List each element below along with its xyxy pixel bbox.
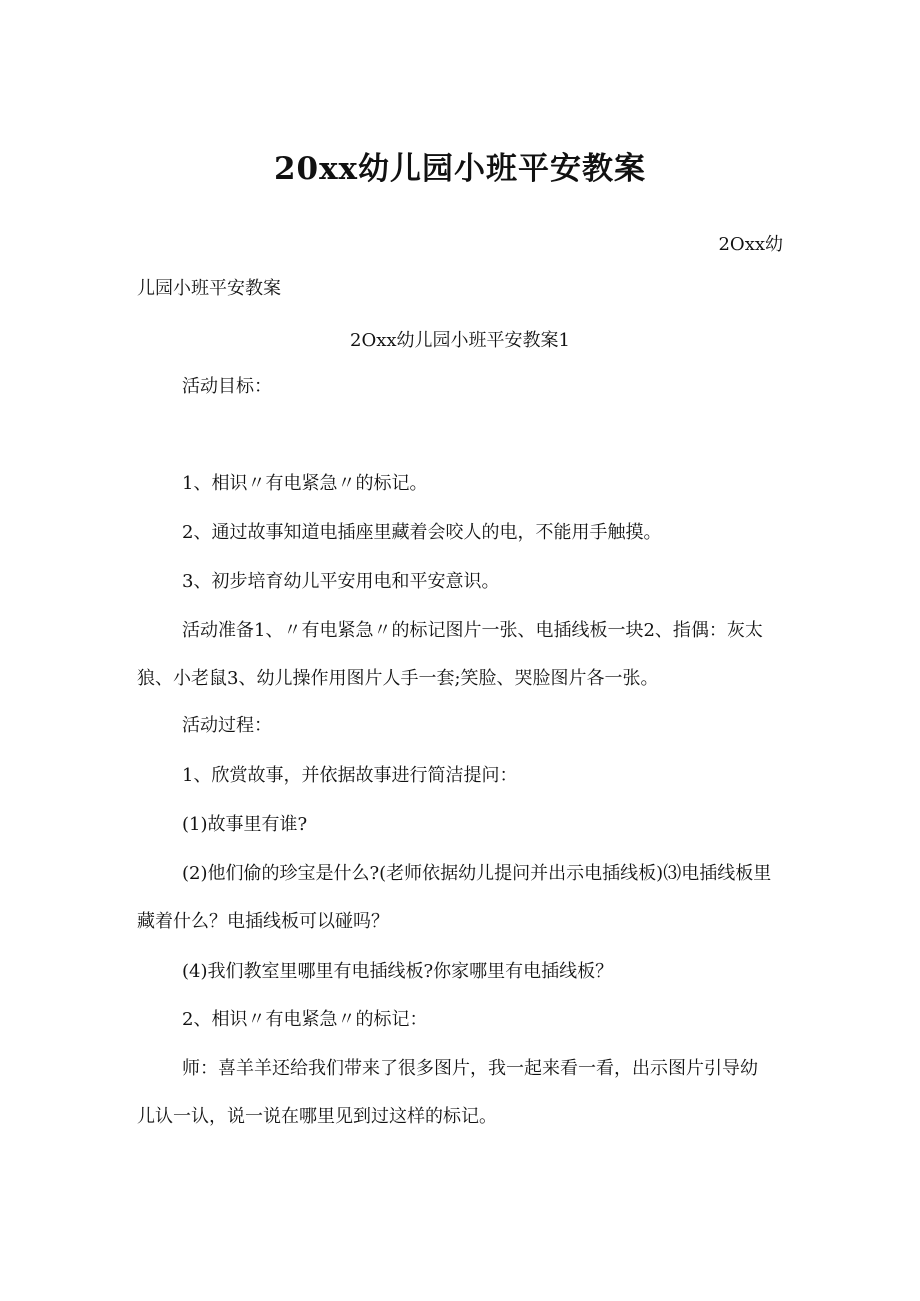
document-title: 20xx幼儿园小班平安教案: [273, 151, 647, 187]
paragraph-teacher-line-2: 儿认一认，说一说在哪里见到过这样的标记。: [137, 1106, 497, 1127]
paragraph-question-1: (1)故事里有谁?: [182, 814, 308, 835]
subtitle-line-2: 儿园小班平安教案: [137, 278, 281, 299]
paragraph-question-2-line-1: (2)他们偷的珍宝是什么?(老师依据幼儿提问并出示电插线板)⑶电插线板里: [182, 863, 772, 884]
subtitle-line-1: 2Oxx幼: [718, 234, 783, 255]
paragraph-step-2: 2、相识〃有电紧急〃的标记：: [182, 1009, 428, 1030]
section-heading: 2Oxx幼儿园小班平安教案1: [350, 330, 570, 351]
paragraph-goal-1: 1、相识〃有电紧急〃的标记。: [182, 473, 428, 494]
paragraph-goal-2: 2、通过故事知道电插座里藏着会咬人的电，不能用手触摸。: [182, 522, 662, 543]
paragraph-question-4: (4)我们教室里哪里有电插线板?你家哪里有电插线板？: [182, 961, 614, 982]
paragraph-process: 活动过程：: [182, 715, 272, 736]
paragraph-question-2-line-2: 藏着什么？电插线板可以碰吗？: [137, 911, 389, 932]
paragraph-goal-3: 3、初步培育幼儿平安用电和平安意识。: [182, 571, 500, 592]
paragraph-step-1: 1、欣赏故事，并依据故事进行简洁提问：: [182, 765, 518, 786]
paragraph-preparation-line-1: 活动准备1、〃有电紧急〃的标记图片一张、电插线板一块2、指偶：灰太: [182, 620, 763, 641]
paragraph-teacher-line-1: 师：喜羊羊还给我们带来了很多图片，我一起来看一看，出示图片引导幼: [182, 1058, 758, 1079]
paragraph-preparation-line-2: 狼、小老鼠3、幼儿操作用图片人手一套;笑脸、哭脸图片各一张。: [137, 668, 659, 689]
paragraph-activity-goals: 活动目标：: [182, 376, 272, 397]
